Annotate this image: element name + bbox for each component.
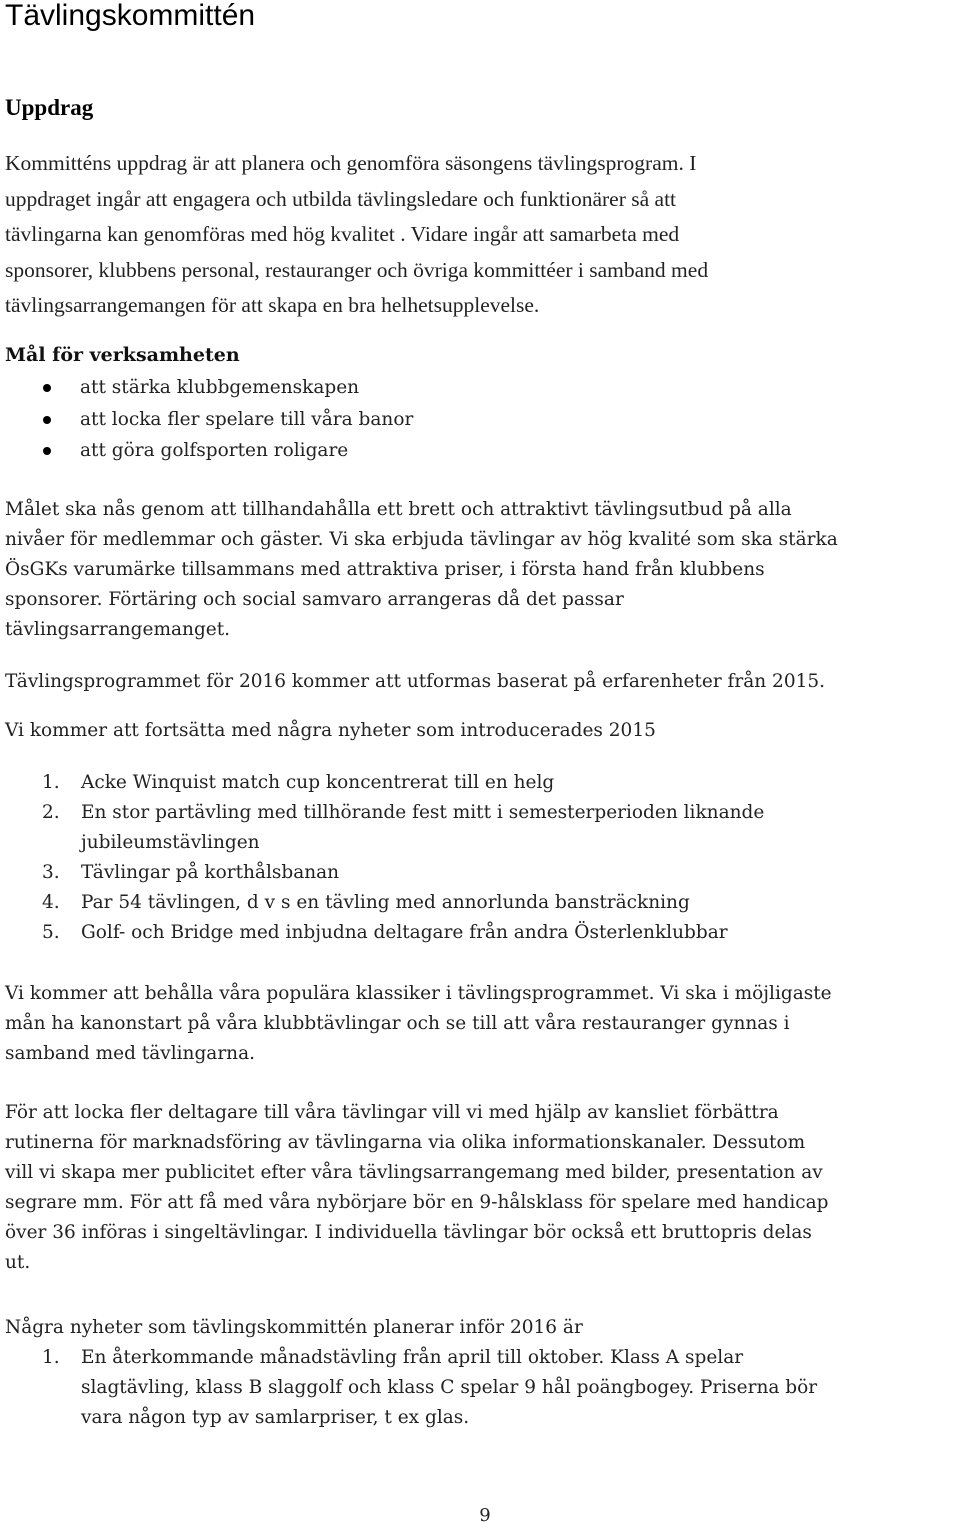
list-number: 2. [42, 802, 60, 823]
text-line: segrare mm. För att få med våra nybörjare bör en 9-hålsklass för spelare med handicap [5, 1192, 829, 1213]
list-item-label: jubileumstävlingen [81, 832, 260, 853]
list-item [0, 435, 413, 467]
text-line: sponsorer, klubbens personal, restauranger och övriga kommittéer i samband med [5, 257, 709, 282]
program-2016-paragraph [5, 667, 960, 697]
bullet-icon [43, 447, 51, 455]
list-item-label: En återkommande månadstävling från april till oktober. Klass A spelar [81, 1347, 744, 1368]
text-line: tävlingarna kan genomföras med hög kvalitet . Vidare ingår att samarbeta med [5, 222, 680, 247]
list-item [0, 372, 413, 404]
list-item-label: att stärka klubbgemenskapen [80, 377, 360, 398]
marketing-paragraph [5, 1098, 960, 1278]
text-line: sponsorer. Förtäring och social samvaro arrangeras då det passar [5, 589, 624, 610]
text-line: Vi kommer att behålla våra populära klassiker i tävlingsprogrammet. Vi ska i möjligaste [5, 983, 832, 1004]
list-item [0, 798, 764, 858]
bullet-icon [43, 384, 51, 392]
list-item [0, 768, 764, 798]
list-item-label: att göra golfsporten roligare [80, 440, 349, 461]
text-line: uppdraget ingår att engagera och utbilda tävlingsledare och funktionärer så att [5, 186, 677, 211]
text-line: tävlingsarrangemanget. [5, 619, 231, 640]
list-number: 3. [42, 862, 60, 883]
text-line: Kommitténs uppdrag är att planera och genomföra säsongens tävlingsprogram. I [5, 151, 697, 175]
list-item-label: Golf- och Bridge med inbjudna deltagare från andra Österlenklubbar [81, 922, 728, 943]
text-line: samband med tävlingarna. [5, 1043, 255, 1064]
plans-list [0, 1343, 817, 1433]
list-number: 1. [42, 772, 60, 793]
text-line: Några nyheter som tävlingskommittén planerar inför 2016 är [5, 1317, 583, 1338]
text-line: vill vi skapa mer publicitet efter våra tävlingsarrangemang med bilder, presentation av [5, 1162, 823, 1183]
news-list [0, 768, 764, 948]
list-item-label: En stor partävling med tillhörande fest mitt i semesterperioden liknande [81, 802, 765, 823]
list-number: 1. [42, 1347, 60, 1368]
text-line: rutinerna för marknadsföring av tävlingarna via olika informationskanaler. Dessutom [5, 1132, 806, 1153]
text-line: För att locka fler deltagare till våra tävlingar vill vi med hjälp av kansliet förbättra [5, 1102, 779, 1123]
text-line: över 36 införas i singeltävlingar. I individuella tävlingar bör också ett bruttopris delas [5, 1222, 812, 1243]
text-line: mån ha kanonstart på våra klubbtävlingar och se till att våra restauranger gynnas i [5, 1013, 790, 1034]
bullet-icon [43, 416, 51, 424]
list-item [0, 1343, 817, 1433]
list-item [0, 404, 413, 436]
list-item-label: Par 54 tävlingen, d v s en tävling med annorlunda bansträckning [81, 892, 690, 913]
list-number: 4. [42, 892, 60, 913]
list-item-label: att locka fler spelare till våra banor [80, 408, 414, 430]
news-intro-paragraph [5, 716, 960, 746]
list-item [0, 918, 764, 948]
list-item-label: Tävlingar på korthålsbanan [81, 862, 340, 883]
text-line: ut. [5, 1252, 31, 1273]
classics-paragraph [5, 979, 960, 1069]
goals-list [0, 372, 413, 467]
list-item-label: vara någon typ av samlarpriser, t ex glas. [81, 1407, 470, 1428]
list-number: 5. [42, 922, 60, 943]
text-line: tävlingsarrangemangen för att skapa en bra helhetsupplevelse. [5, 293, 540, 318]
text-line: Vi kommer att fortsätta med några nyheter som introducerades 2015 [5, 720, 656, 741]
goal-paragraph [5, 495, 960, 645]
text-line: ÖsGKs varumärke tillsammans med attraktiva priser, i första hand från klubbens [5, 559, 765, 580]
page-title: Tävlingskommittén [5, 0, 256, 32]
goals-heading: Mål för verksamheten [5, 344, 240, 366]
text-line: nivåer för medlemmar och gäster. Vi ska erbjuda tävlingar av hög kvalité som ska stärka [5, 529, 838, 550]
page-number: 9 [479, 1505, 491, 1526]
text-line: Tävlingsprogrammet för 2016 kommer att utformas baserat på erfarenheter från 2015. [5, 671, 826, 692]
text-line: Målet ska nås genom att tillhandahålla ett brett och attraktivt tävlingsutbud på alla [5, 499, 792, 520]
list-item [0, 888, 764, 918]
list-item [0, 858, 764, 888]
list-item-label: Acke Winquist match cup koncentrerat till en helg [81, 772, 555, 793]
section-heading: Uppdrag [5, 95, 94, 120]
list-item-label: slagtävling, klass B slaggolf och klass C spelar 9 hål poängbogey. Priserna bör [81, 1377, 818, 1398]
plans-intro-paragraph [5, 1313, 960, 1343]
intro-paragraph [5, 146, 955, 324]
